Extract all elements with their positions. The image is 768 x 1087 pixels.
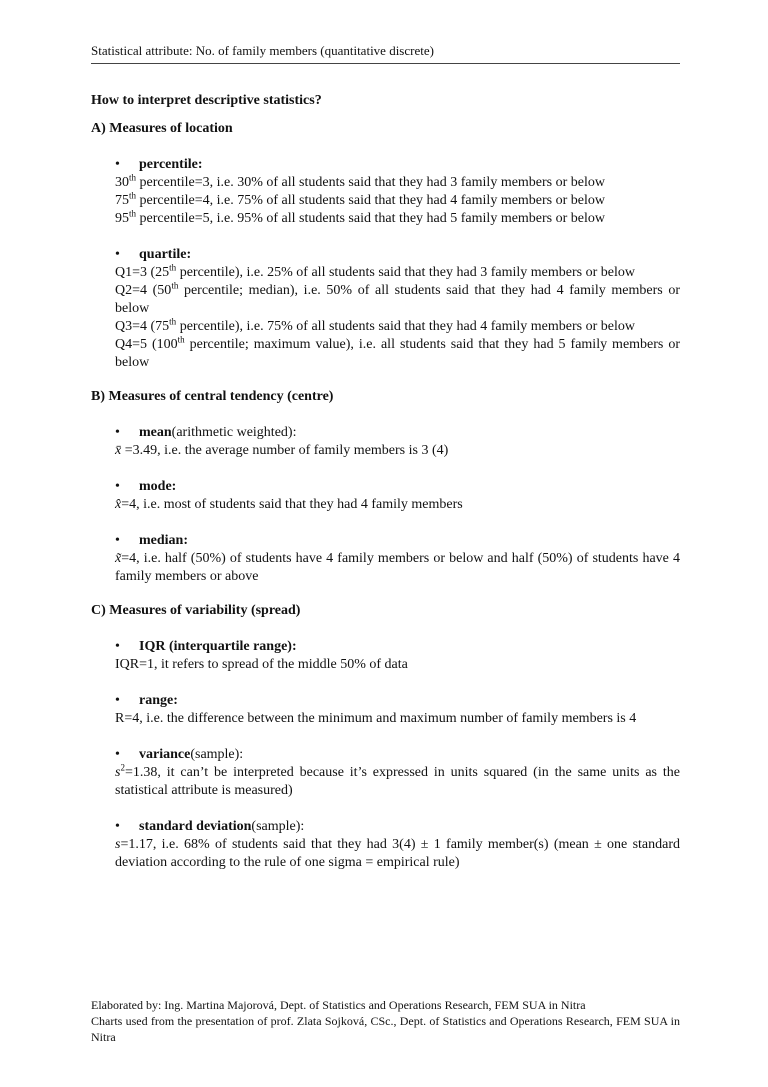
std-label: standard deviation <box>139 819 252 834</box>
bullet-icon: • <box>115 819 120 834</box>
page-footer <box>91 997 680 1045</box>
bullet-icon: • <box>115 693 120 708</box>
median-item <box>115 532 680 586</box>
question-heading: How to interpret descriptive statistics? <box>91 93 322 108</box>
bullet-icon: • <box>115 479 120 494</box>
std-symbol: s <box>115 837 121 852</box>
percentile-line: 30th percentile=3, i.e. 30% of all students said that they had 3 family members or below <box>115 172 606 190</box>
variance-item: • variance (sample): $s^2=1.38$, it can’t be interpreted because it’s expressed in units squared (in the same units as the statistical attribute is measured) <box>115 747 680 798</box>
median-label: median: <box>139 533 188 548</box>
range-value: R=4, i.e. the difference between the minimum and maximum number of family members is 4 <box>115 711 637 726</box>
percentile-label: percentile: <box>139 157 203 172</box>
mean-symbol: x̄ <box>115 443 122 458</box>
bullet-icon: • <box>115 157 120 172</box>
bullet-icon: • <box>115 639 120 654</box>
bullet-icon: • <box>115 425 120 440</box>
section-a-title: A) Measures of location <box>91 121 233 136</box>
range-label: range: <box>139 693 178 708</box>
bullet-icon: • <box>115 533 120 548</box>
quartile-line: Q1=3 (25th percentile), i.e. 25% of all students said that they had 3 family members or below <box>115 262 635 280</box>
std-value: s=1.17, i.e. 68% of students said that they had 3(4) ± 1 family member(s) (mean ± one standard deviation according to the rule of one sigma = empirical rule) <box>115 837 680 870</box>
percentile-line: 75th percentile=4, i.e. 75% of all students said that they had 4 family members or below <box>115 190 606 208</box>
mode-symbol: x̂ <box>115 497 122 512</box>
quartile-line: Q3=4 (75th percentile), i.e. 75% of all students said that they had 4 family members or below <box>115 316 635 334</box>
median-value: x̃=4, i.e. half (50%) of students have 4 family members or below and half (50%) of students have 4 family members or above <box>115 551 680 584</box>
quartile-line: Q4=5 (100th percentile; maximum value), i.e. all students said that they had 5 family members or below <box>115 334 681 370</box>
quartile-line: Q2=4 (50th percentile; median), i.e. 50% of all students said that they had 4 family members or below <box>115 280 680 316</box>
section-c-title: C) Measures of variability (spread) <box>91 603 301 618</box>
quartile-item <box>115 246 680 372</box>
iqr-value: IQR=1, it refers to spread of the middle 50% of data <box>115 657 408 672</box>
iqr-label: IQR (interquartile range): <box>139 639 297 654</box>
mean-value: x̄ =3.49, i.e. the average number of family members is 3 (4) <box>115 443 449 458</box>
page-header: Statistical attribute: No. of family members (quantitative discrete) <box>91 43 680 64</box>
footer-line: Charts used from the presentation of prof. Zlata Sojková, CSc., Dept. of Statistics and Operations Research, FEM SUA in Nitra <box>91 1014 680 1044</box>
footer-line: Elaborated by: Ing. Martina Majorová, Dept. of Statistics and Operations Research, FEM SUA in Nitra <box>91 998 586 1012</box>
variance-value: $s^2=1.38$, it can’t be interpreted because it’s expressed in units squared (in the same units as the statistical attribute is measured) <box>115 762 680 798</box>
section-b-title: B) Measures of central tendency (centre) <box>91 389 334 404</box>
variance-symbol: s <box>115 765 121 780</box>
variance-label: variance <box>139 747 191 762</box>
mean-item: • mean (arithmetic weighted): x̄ =3.49, i.e. the average number of family members is 3 (4) <box>115 424 680 460</box>
mean-label: mean <box>139 425 172 440</box>
iqr-item <box>115 638 680 674</box>
main-content <box>91 92 680 872</box>
range-item <box>115 692 680 728</box>
mode-label: mode: <box>139 479 177 494</box>
mode-value: x̂=4, i.e. most of students said that they had 4 family members <box>115 497 463 512</box>
std-item: • standard deviation (sample): s=1.17, i.e. 68% of students said that they had 3(4) ± 1 family member(s) (mean ± one standard deviation according to the rule of one sigma = empirical rule) <box>115 819 680 870</box>
percentile-item <box>115 156 680 228</box>
bullet-icon: • <box>115 747 120 762</box>
mode-item <box>115 478 680 514</box>
median-symbol: x̃ <box>115 551 122 566</box>
bullet-icon: • <box>115 247 120 262</box>
quartile-label: quartile: <box>139 247 192 262</box>
percentile-line: 95th percentile=5, i.e. 95% of all students said that they had 5 family members or below <box>115 208 606 226</box>
